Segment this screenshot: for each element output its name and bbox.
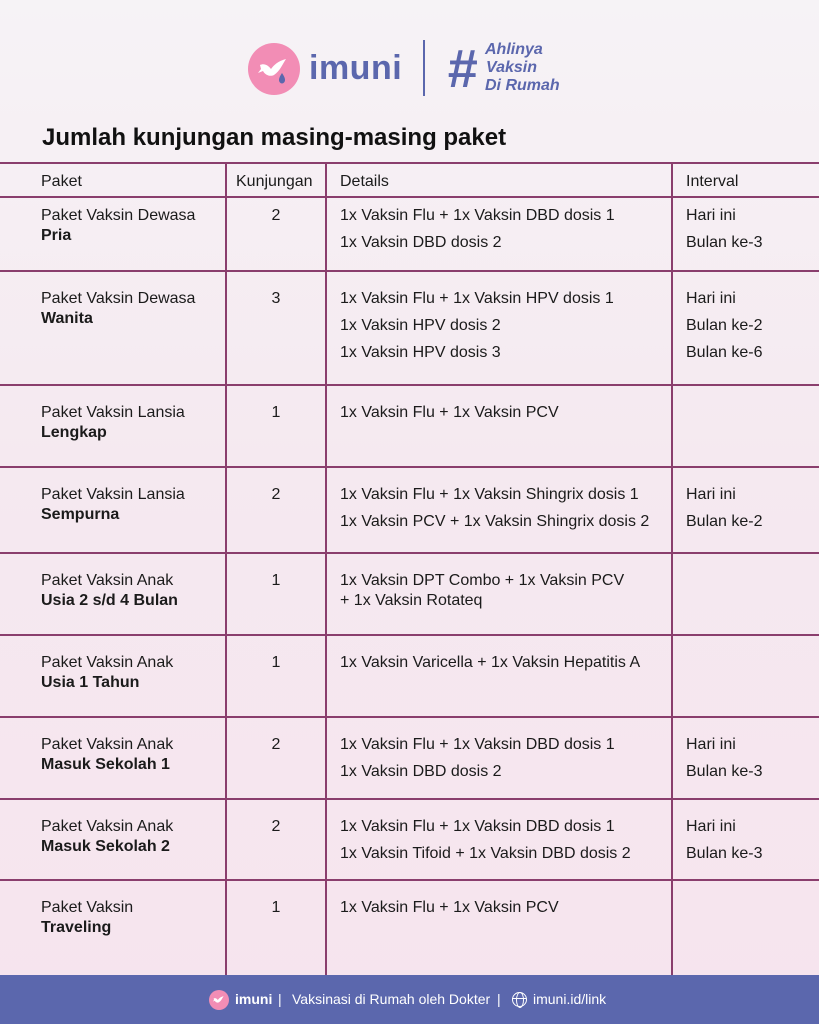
package-name: Paket Vaksin Anak <box>41 736 174 753</box>
table-row-package <box>41 485 185 525</box>
footer-separator: | <box>497 991 501 1007</box>
package-table <box>0 162 819 975</box>
package-interval <box>686 485 763 539</box>
visit-count: 1 <box>271 654 281 671</box>
hashtag-symbol: # <box>447 39 478 99</box>
table-border <box>0 466 819 468</box>
visit-count: 3 <box>271 290 281 307</box>
package-subtitle: Wanita <box>41 310 93 327</box>
package-interval <box>686 735 763 789</box>
interval-line: Bulan ke-3 <box>686 763 763 780</box>
visit-count: 2 <box>271 486 281 503</box>
package-name: Paket Vaksin Lansia <box>41 486 185 503</box>
globe-icon <box>512 992 527 1007</box>
interval-line: Hari ini <box>686 486 736 503</box>
tagline-line-3: Di Rumah <box>485 77 560 94</box>
interval-line: Bulan ke-2 <box>686 513 763 530</box>
detail-line: + 1x Vaksin Rotateq <box>340 592 483 609</box>
visit-count: 2 <box>271 207 281 224</box>
package-name: Paket Vaksin Lansia <box>41 404 185 421</box>
visit-count: 1 <box>271 404 281 421</box>
table-border <box>325 162 327 983</box>
footer-link[interactable]: imuni.id/link <box>533 991 607 1007</box>
tagline <box>485 41 560 95</box>
package-details <box>340 653 640 680</box>
table-row-package <box>41 571 178 611</box>
table-border <box>0 384 819 386</box>
package-subtitle: Masuk Sekolah 1 <box>41 756 170 773</box>
table-border <box>0 552 819 554</box>
package-details <box>340 206 615 260</box>
interval-line: Bulan ke-2 <box>686 317 763 334</box>
detail-line: 1x Vaksin Tifoid + 1x Vaksin DBD dosis 2 <box>340 845 631 862</box>
table-border <box>0 196 819 198</box>
table-row-package <box>41 403 185 443</box>
table-row-package <box>41 817 173 857</box>
detail-line: 1x Vaksin Flu + 1x Vaksin DBD dosis 1 <box>340 207 615 224</box>
visit-count: 2 <box>271 818 281 835</box>
package-interval <box>686 289 763 370</box>
package-subtitle: Usia 1 Tahun <box>41 674 140 691</box>
table-row-package <box>41 735 173 775</box>
detail-line: 1x Vaksin Varicella + 1x Vaksin Hepatitis A <box>340 654 641 671</box>
detail-line: 1x Vaksin HPV dosis 3 <box>340 344 501 361</box>
column-header-paket: Paket <box>41 173 82 190</box>
footer-brand: imuni <box>235 991 273 1007</box>
package-subtitle: Traveling <box>41 919 112 936</box>
package-name: Paket Vaksin Anak <box>41 818 174 835</box>
footer-tagline: Vaksinasi di Rumah oleh Dokter <box>292 991 491 1007</box>
package-details <box>340 485 649 539</box>
column-header-interval: Interval <box>686 173 739 190</box>
stork-logo-icon <box>248 43 300 95</box>
detail-line: 1x Vaksin Flu + 1x Vaksin PCV <box>340 899 559 916</box>
visit-count: 1 <box>271 572 281 589</box>
interval-line: Bulan ke-3 <box>686 845 763 862</box>
interval-line: Bulan ke-6 <box>686 344 763 361</box>
detail-line: 1x Vaksin Flu + 1x Vaksin HPV dosis 1 <box>340 290 614 307</box>
package-subtitle: Usia 2 s/d 4 Bulan <box>41 592 178 609</box>
package-name: Paket Vaksin Dewasa <box>41 290 196 307</box>
detail-line: 1x Vaksin Flu + 1x Vaksin PCV <box>340 404 559 421</box>
header-divider <box>423 40 425 96</box>
stork-logo-icon <box>209 990 229 1010</box>
table-border <box>0 634 819 636</box>
column-header-kunjungan: Kunjungan <box>236 173 313 190</box>
package-subtitle: Pria <box>41 227 72 244</box>
detail-line: 1x Vaksin PCV + 1x Vaksin Shingrix dosis 2 <box>340 513 650 530</box>
detail-line: 1x Vaksin HPV dosis 2 <box>340 317 501 334</box>
package-subtitle: Lengkap <box>41 424 107 441</box>
package-details <box>340 403 559 430</box>
brand-name: imuni <box>309 49 403 87</box>
table-border <box>0 879 819 881</box>
package-details <box>340 735 615 789</box>
package-name: Paket Vaksin <box>41 899 134 916</box>
header <box>0 0 819 120</box>
interval-line: Hari ini <box>686 207 736 224</box>
column-header-details: Details <box>340 173 389 190</box>
package-details <box>340 571 624 611</box>
table-border <box>671 162 673 983</box>
tagline-line-2: Vaksin <box>486 59 537 76</box>
package-details <box>340 817 631 871</box>
package-name: Paket Vaksin Dewasa <box>41 207 196 224</box>
table-border <box>0 270 819 272</box>
interval-line: Hari ini <box>686 818 736 835</box>
page-title: Jumlah kunjungan masing-masing paket <box>42 124 507 151</box>
table-row-package <box>41 653 173 693</box>
package-name: Paket Vaksin Anak <box>41 654 174 671</box>
table-row-package <box>41 206 195 246</box>
package-name: Paket Vaksin Anak <box>41 572 174 589</box>
table-border <box>0 798 819 800</box>
interval-line: Bulan ke-3 <box>686 234 763 251</box>
detail-line: 1x Vaksin DBD dosis 2 <box>340 763 502 780</box>
visit-count: 1 <box>271 899 281 916</box>
detail-line: 1x Vaksin Flu + 1x Vaksin Shingrix dosis 1 <box>340 486 639 503</box>
package-details <box>340 898 559 925</box>
package-subtitle: Masuk Sekolah 2 <box>41 838 170 855</box>
package-interval <box>686 817 763 871</box>
table-border <box>0 716 819 718</box>
detail-line: 1x Vaksin Flu + 1x Vaksin DBD dosis 1 <box>340 818 615 835</box>
package-details <box>340 289 614 370</box>
detail-line: 1x Vaksin DPT Combo + 1x Vaksin PCV <box>340 572 625 589</box>
detail-line: 1x Vaksin DBD dosis 2 <box>340 234 502 251</box>
tagline-line-1: Ahlinya <box>485 41 543 58</box>
detail-line: 1x Vaksin Flu + 1x Vaksin DBD dosis 1 <box>340 736 615 753</box>
interval-line: Hari ini <box>686 290 736 307</box>
package-interval <box>686 206 763 260</box>
visit-count: 2 <box>271 736 281 753</box>
interval-line: Hari ini <box>686 736 736 753</box>
package-subtitle: Sempurna <box>41 506 120 523</box>
footer-separator: | <box>278 991 282 1007</box>
footer <box>0 975 819 1024</box>
table-row-package <box>41 898 133 938</box>
table-border <box>0 162 819 164</box>
table-row-package <box>41 289 195 329</box>
